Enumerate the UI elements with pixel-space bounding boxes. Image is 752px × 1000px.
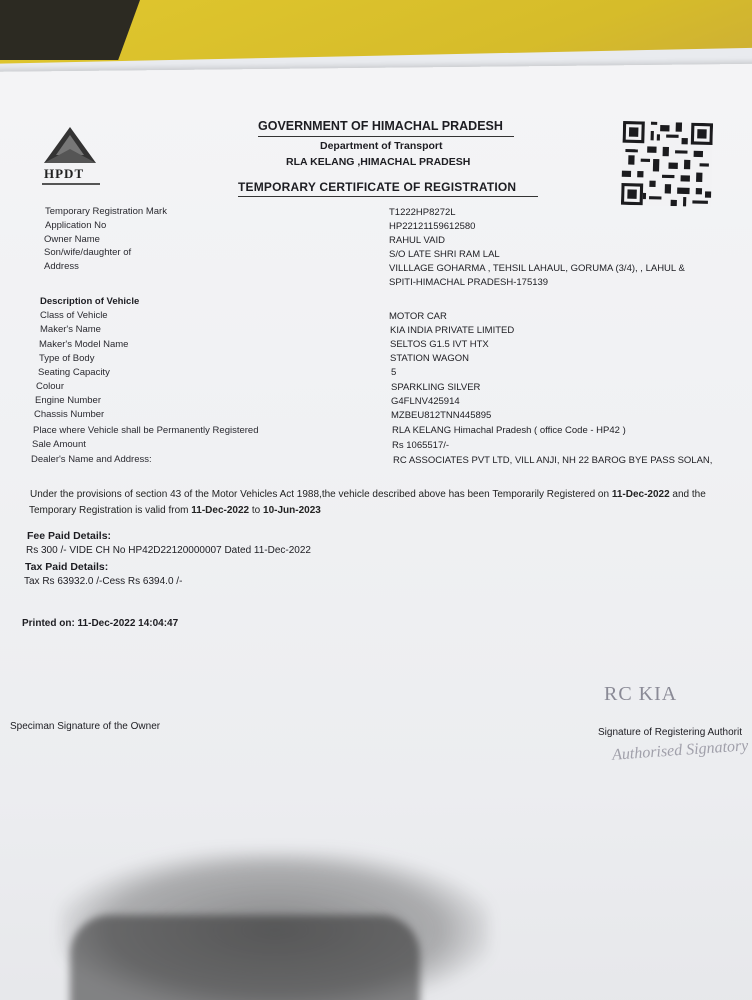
provision-line-2: [29, 505, 321, 516]
permanent-registration-place: RLA KELANG Himachal Pradesh ( office Code - HP42 ): [392, 425, 626, 436]
valid-to: 10-Jun-2023: [263, 505, 321, 516]
field-label: Maker's Model Name: [39, 339, 129, 350]
provision-line-1: [30, 489, 706, 500]
qr-code-icon: [621, 121, 713, 207]
field-label: Application No: [45, 220, 107, 231]
model-name: SELTOS G1.5 IVT HTX: [390, 339, 489, 350]
sale-amount: Rs 1065517/-: [392, 440, 450, 451]
field-label: Owner Name: [44, 234, 100, 245]
logo-text: HPDT: [44, 166, 85, 181]
dealer-address: RC ASSOCIATES PVT LTD, VILL ANJI, NH 22 BAROG BYE PASS SOLAN,: [393, 455, 713, 466]
field-label: Maker's Name: [40, 324, 101, 335]
body-type: STATION WAGON: [390, 353, 469, 364]
registration-date: 11-Dec-2022: [611, 489, 670, 500]
fee-heading: Fee Paid Details:: [27, 530, 112, 542]
field-label: Type of Body: [39, 353, 95, 364]
field-label: Dealer's Name and Address:: [31, 454, 152, 465]
logo-underline: [42, 183, 100, 185]
address-line-1: VILLLAGE GOHARMA , TEHSIL LAHAUL, GORUMA (3/4), , LAHUL &: [389, 263, 685, 274]
vehicle-heading: Description of Vehicle: [40, 296, 140, 307]
provision-text: to: [249, 505, 264, 516]
temp-registration-mark: T1222HP8272L: [389, 207, 456, 218]
provision-text: and the: [669, 489, 706, 500]
provision-text: Temporary Registration is valid from: [29, 505, 192, 516]
field-label: Seating Capacity: [38, 367, 110, 378]
field-label: Place where Vehicle shall be Permanently Registered: [33, 425, 259, 436]
provision-text: Under the provisions of section 43 of the Motor Vehicles Act 1988,the vehicle described above has been Temporarily Registered on: [30, 489, 612, 500]
relation: S/O LATE SHRI RAM LAL: [389, 249, 500, 260]
dealer-stamp: RC KIA: [604, 683, 678, 705]
org-title: GOVERNMENT OF HIMACHAL PRADESH: [258, 119, 503, 133]
vehicle-class: MOTOR CAR: [389, 311, 447, 322]
title-rule: [258, 136, 514, 137]
tax-value: Tax Rs 63932.0 /-Cess Rs 6394.0 /-: [24, 576, 183, 587]
authority-signature-label: Signature of Registering Authorit: [598, 727, 742, 738]
field-label: Class of Vehicle: [40, 310, 108, 321]
application-no: HP22121159612580: [389, 221, 476, 232]
address-line-2: SPITI-HIMACHAL PRADESH-175139: [389, 277, 549, 288]
owner-name: RAHUL VAID: [389, 235, 445, 246]
fee-value: Rs 300 /- VIDE CH No HP42D22120000007 Dated 11-Dec-2022: [26, 545, 311, 556]
printed-timestamp: Printed on: 11-Dec-2022 14:04:47: [22, 618, 179, 629]
field-label: Son/wife/daughter of: [44, 247, 132, 258]
field-label: Chassis Number: [34, 409, 105, 420]
certificate-title-rule: [238, 196, 538, 197]
maker-name: KIA INDIA PRIVATE LIMITED: [390, 325, 515, 336]
field-label: Colour: [36, 381, 64, 392]
colour: SPARKLING SILVER: [391, 382, 481, 393]
engine-number: G4FLNV425914: [391, 396, 460, 407]
chassis-number: MZBEU812TNN445895: [391, 410, 492, 421]
field-label: Sale Amount: [32, 439, 86, 450]
tax-heading: Tax Paid Details:: [25, 561, 109, 573]
field-label: Engine Number: [35, 395, 102, 406]
dept-title: Department of Transport: [320, 140, 443, 152]
certificate-title: TEMPORARY CERTIFICATE OF REGISTRATION: [238, 180, 517, 194]
seating-capacity: 5: [391, 367, 397, 378]
office-title: RLA KELANG ,HIMACHAL PRADESH: [286, 156, 471, 168]
field-label: Temporary Registration Mark: [45, 206, 167, 217]
authorised-signatory-stamp: Authorised Signatory: [611, 737, 749, 764]
valid-from: 11-Dec-2022: [191, 505, 250, 516]
field-label: Address: [44, 261, 79, 272]
owner-signature-label: Speciman Signature of the Owner: [10, 721, 161, 732]
